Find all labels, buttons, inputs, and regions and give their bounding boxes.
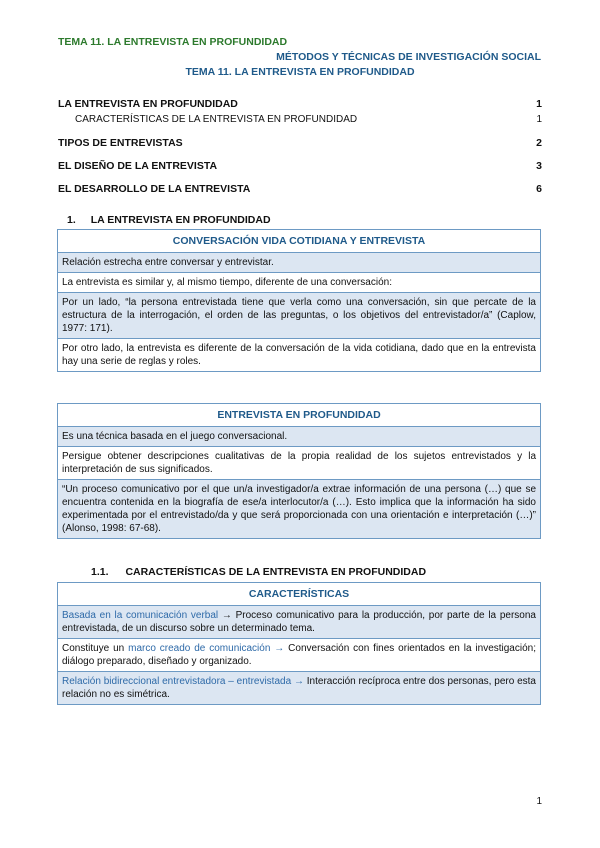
- section-title: LA ENTREVISTA EN PROFUNDIDAD: [90, 214, 271, 226]
- subsection-number: 1.1.: [91, 566, 109, 578]
- arrow-icon: →: [274, 643, 285, 654]
- box-row: [58, 639, 540, 672]
- box-row: [58, 606, 540, 639]
- term: marco creado de comunicación: [128, 643, 271, 654]
- box-row: Por un lado, “la persona entrevistada tiene que verla como una conversación, sin que percate de la estructura de la interrogación, el orden de las preguntas, o los objetivos del entrevistador/a” (Caplow, 1977: 171).: [58, 293, 540, 339]
- header-left: TEMA 11. LA ENTREVISTA EN PROFUNDIDAD: [58, 36, 288, 48]
- arrow-icon: →: [221, 610, 232, 621]
- page-number: 1: [536, 796, 542, 807]
- box-characteristics: [57, 582, 541, 705]
- toc-page: 1: [536, 114, 542, 125]
- subsection-title: CARACTERÍSTICAS DE LA ENTREVISTA EN PROFUNDIDAD: [125, 566, 427, 578]
- row-text: Proceso comunicativo para la producción, por parte de la persona entrevistada, de un discurso sobre un determinado tema.: [62, 610, 536, 634]
- toc-page: 3: [536, 160, 542, 172]
- box-row: La entrevista es similar y, al mismo tiempo, diferente de una conversación:: [58, 273, 540, 293]
- box-row: Persigue obtener descripciones cualitativas de la propia realidad de los sujetos entrevistados y la interpretación de sus significados.: [58, 447, 540, 480]
- toc-label: EL DISEÑO DE LA ENTREVISTA: [58, 160, 218, 172]
- box-title: CONVERSACIÓN VIDA COTIDIANA Y ENTREVISTA: [58, 230, 540, 253]
- toc-page: 1: [536, 98, 542, 110]
- box-title: ENTREVISTA EN PROFUNDIDAD: [58, 404, 540, 427]
- row-text: Conversación con fines orientados en la investigación; diálogo preparado, diseñado y organizado.: [62, 643, 536, 667]
- header-topic: TEMA 11. LA ENTREVISTA EN PROFUNDIDAD: [185, 66, 415, 78]
- toc-page: 6: [536, 183, 542, 195]
- box-conversation: [57, 229, 541, 372]
- toc-entry[interactable]: [58, 183, 542, 195]
- section-number: 1.: [67, 214, 76, 226]
- toc-label: TIPOS DE ENTREVISTAS: [58, 137, 183, 149]
- box-row: “Un proceso comunicativo por el que un/a investigador/a extrae información de una persona (…) que se encuentra contenida en la biografía de ese/a interlocutor/a (…). Esto implica que la información ha sido experimentada por el entrevistado/da y que será proporcionada con una orientación e interpretación (…)” (Alonso, 1998: 67-68).: [58, 480, 540, 538]
- toc-label: LA ENTREVISTA EN PROFUNDIDAD: [58, 98, 238, 110]
- toc-entry[interactable]: [58, 137, 542, 149]
- header-course: MÉTODOS Y TÉCNICAS DE INVESTIGACIÓN SOCIAL: [276, 51, 541, 63]
- arrow-icon: →: [293, 676, 304, 687]
- box-row: Por otro lado, la entrevista es diferente de la conversación de la vida cotidiana, dado que en la entrevista hay una serie de reglas y roles.: [58, 339, 540, 371]
- toc-entry[interactable]: [58, 98, 542, 110]
- box-row: Relación estrecha entre conversar y entrevistar.: [58, 253, 540, 273]
- toc-label: EL DESARROLLO DE LA ENTREVISTA: [58, 183, 251, 195]
- box-in-depth-interview: [57, 403, 541, 539]
- section-heading: [67, 214, 271, 226]
- term: Relación bidireccional entrevistadora – entrevistada: [62, 676, 292, 687]
- toc-label: CARACTERÍSTICAS DE LA ENTREVISTA EN PROFUNDIDAD: [75, 114, 358, 125]
- toc-page: 2: [536, 137, 542, 149]
- toc-entry[interactable]: [75, 114, 542, 125]
- subsection-heading: [91, 566, 426, 578]
- row-text: Interacción recíproca entre dos personas, pero esta relación no es simétrica.: [62, 676, 536, 700]
- row-prefix: Constituye un: [62, 643, 129, 654]
- toc-entry[interactable]: [58, 160, 542, 172]
- box-title: CARACTERÍSTICAS: [58, 583, 540, 606]
- box-row: [58, 672, 540, 704]
- term: Basada en la comunicación verbal: [62, 610, 219, 621]
- box-row: Es una técnica basada en el juego conversacional.: [58, 427, 540, 447]
